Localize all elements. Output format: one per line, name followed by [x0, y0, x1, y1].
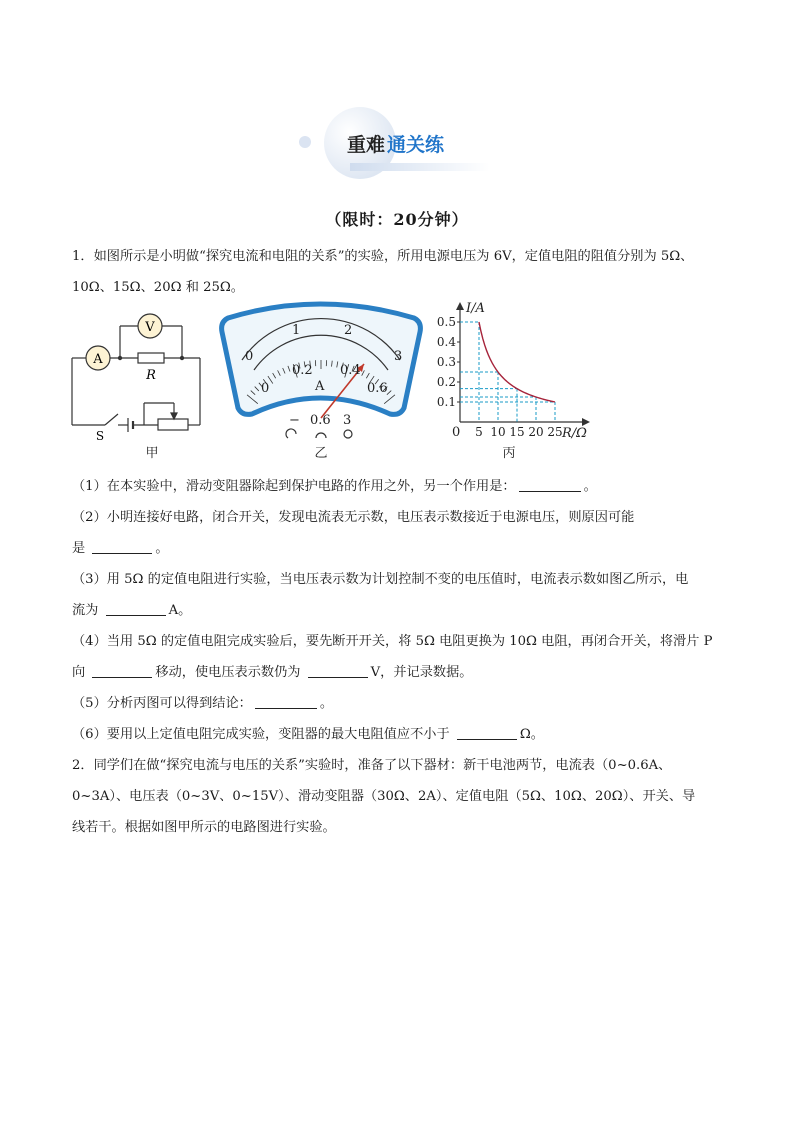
figure-caption-bing: 丙	[502, 446, 516, 461]
answer-blank[interactable]	[106, 601, 166, 616]
current-resistance-graph	[437, 302, 590, 439]
section-banner	[295, 105, 495, 185]
answer-blank[interactable]	[519, 477, 581, 492]
lower-scale-04: 0.4	[340, 363, 361, 378]
x-tick-label: 5	[475, 425, 483, 439]
banner-title-a: 重难	[347, 135, 386, 156]
q2-line-1: 2．同学们在做“探究电流与电压的关系”实验时，准备了以下器材：新干电池两节，电流表（0~0.6A、	[72, 758, 672, 773]
x-tick-label: 25	[547, 425, 563, 439]
sub-question-4-cont: 向 移动，使电压表示数仍为 V，并记录数据。	[72, 665, 473, 680]
lower-scale-02: 0.2	[292, 363, 313, 378]
answer-blank[interactable]	[308, 663, 368, 678]
banner-graphic	[295, 105, 495, 185]
junction-dot	[180, 356, 184, 360]
sub-question-3-cont: 流为 A。	[72, 603, 192, 618]
sub-question-5: （5）分析丙图可以得到结论： 。	[72, 696, 334, 711]
answer-blank[interactable]	[92, 663, 152, 678]
time-limit-subtitle: （限时：20分钟）	[325, 210, 469, 229]
resistor-label: R	[146, 368, 156, 383]
switch-label: S	[95, 429, 105, 443]
answer-blank[interactable]	[92, 539, 152, 554]
sub-question-3: （3）用 5Ω 的定值电阻进行实验，当电压表示数为计划控制不变的电压值时，电流表示数如图乙所示，电	[72, 572, 689, 587]
x-tick-label: 20	[528, 425, 544, 439]
figure-caption-jia: 甲	[145, 446, 159, 461]
q1-line-2: 10Ω、15Ω、20Ω 和 25Ω。	[72, 280, 244, 295]
x-tick-label: 10	[490, 425, 506, 439]
question-1-parts	[72, 471, 732, 750]
y-tick-label: 0.1	[436, 395, 456, 409]
meter-unit: A	[315, 379, 325, 394]
figures-svg	[60, 300, 600, 470]
banner-title-b: 通关练	[387, 135, 445, 156]
q1-line-1: 1．如图所示是小明做“探究电流和电阻的关系”的实验，所用电源电压为 6V，定值电阻的阻值分别为 5Ω、	[72, 249, 694, 264]
graph-y-label: I/A	[466, 301, 485, 316]
y-tick-label: 0.5	[436, 315, 456, 329]
terminal-negative: −	[289, 413, 300, 428]
x-tick-label: 15	[509, 425, 525, 439]
circuit-diagram	[72, 326, 200, 432]
sub-question-1: （1）在本实验中，滑动变阻器除起到保护电路的作用之外，另一个作用是： 。	[72, 479, 597, 494]
sub-question-2-cont: 是 。	[72, 541, 169, 556]
lower-scale-06: 0.6	[367, 381, 388, 396]
question-2	[72, 750, 732, 843]
upper-scale-1: 1	[292, 323, 301, 338]
upper-scale-2: 2	[344, 323, 353, 338]
question-1-intro	[72, 241, 732, 303]
figure-row	[60, 300, 600, 470]
voltmeter-label: V	[145, 320, 155, 335]
y-tick-label: 0.4	[436, 335, 456, 349]
banner-bar	[350, 163, 490, 171]
graph-origin: 0	[452, 425, 461, 440]
answer-blank[interactable]	[255, 694, 317, 709]
y-tick-label: 0.3	[436, 355, 456, 369]
q2-line-2: 0~3A）、电压表（0~3V、0~15V）、滑动变阻器（30Ω、2A）、定值电阻（5Ω、10Ω、20Ω）、开关、导	[72, 789, 696, 804]
sub-question-2: （2）小明连接好电路，闭合开关，发现电流表无示数，电压表示数接近于电源电压，则原因可能	[72, 510, 635, 525]
junction-dot	[118, 356, 122, 360]
meter-terminals	[286, 429, 352, 438]
banner-dot-small	[299, 136, 311, 148]
graph-x-label: R/Ω	[562, 426, 587, 441]
upper-scale-3: 3	[394, 349, 403, 364]
answer-blank[interactable]	[457, 725, 517, 740]
terminal-3: 3	[343, 413, 352, 428]
figure-caption-yi: 乙	[314, 446, 328, 461]
sub-question-6: （6）要用以上定值电阻完成实验，变阻器的最大电阻值应不小于 Ω。	[72, 727, 544, 742]
graph-guides	[460, 322, 555, 422]
q2-line-3: 线若干。根据如图甲所示的电路图进行实验。	[72, 820, 336, 835]
y-tick-label: 0.2	[436, 375, 456, 389]
sub-question-4: （4）当用 5Ω 的定值电阻完成实验后，要先断开开关，将 5Ω 电阻更换为 10Ω 电阻，再闭合开关，将滑片 P	[72, 634, 713, 649]
ammeter-label: A	[93, 352, 103, 367]
upper-scale-0: 0	[245, 349, 254, 364]
terminal-06: 0.6	[310, 413, 331, 428]
lower-scale-0: 0	[261, 381, 270, 396]
